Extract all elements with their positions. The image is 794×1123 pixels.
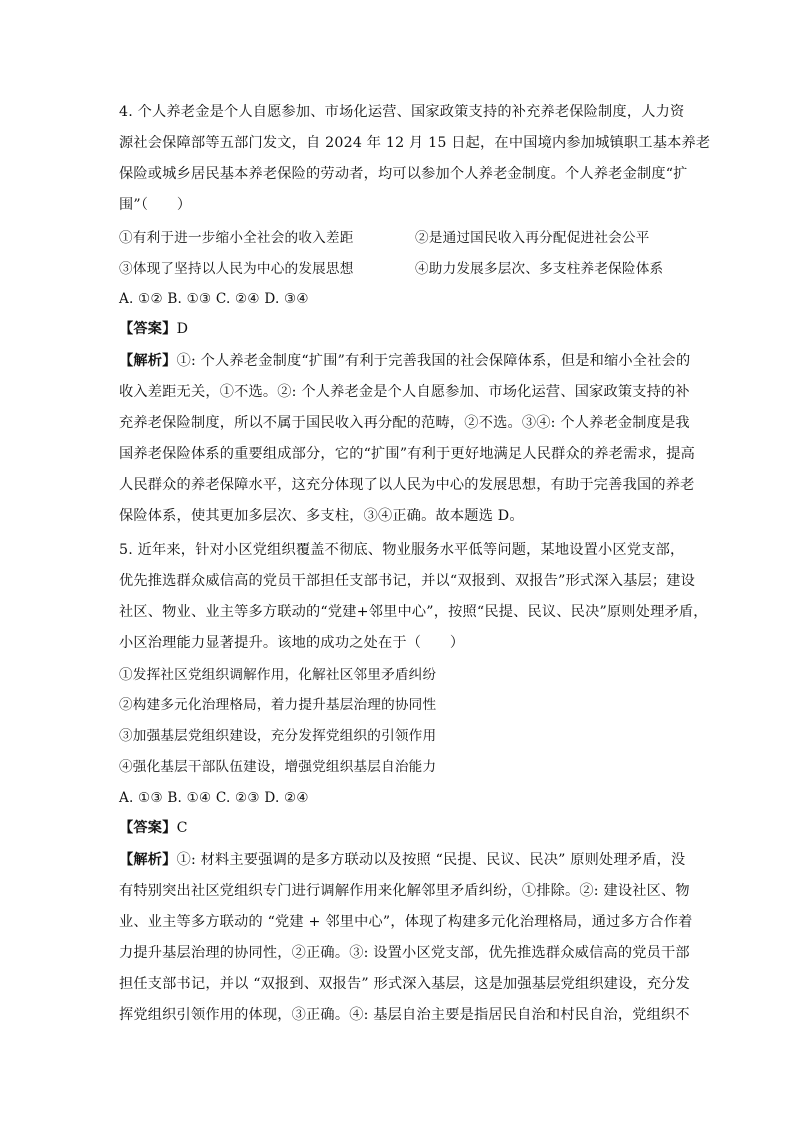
q5-analysis-line-6: 挥党组织引领作用的体现，③正确。④: 基层自治主要是指居民自治和村民自治，党组织不 xyxy=(119,1007,690,1023)
q5-stem-line-2: 优先推选群众威信高的党员干部担任支部书记，并以“双报到、双报告”形式深入基层；建设 xyxy=(119,573,696,589)
q4-analysis-line-6: 保险体系，使其更加多层次、多支柱，③④正确。故本题选 D。 xyxy=(119,508,524,524)
q5-stem-line-4: 小区治理能力显著提升。该地的成功之处在于（ ） xyxy=(119,635,465,651)
q4-answer-tag: 【答案】 xyxy=(119,321,177,337)
q4-answer-value: D xyxy=(176,321,189,337)
q4-stem-line-4: 围”（ ） xyxy=(119,197,192,213)
q5-option-3: ③加强基层党组织建设，充分发挥党组织的引领作用 xyxy=(119,728,437,744)
q5-option-4: ④强化基层干部队伍建设，增强党组织基层自治能力 xyxy=(119,759,437,775)
q4-analysis-line-5: 人民群众的养老保障水平，这充分体现了以人民为中心的发展思想，有助于完善我国的养老 xyxy=(119,477,695,493)
q5-analysis-text-1: ①: 材料主要强调的是多方联动以及按照 “民提、民议、民决” 原则处理矛盾，没 xyxy=(176,852,686,868)
q4-analysis-line-3: 充养老保险制度，所以不属于国民收入再分配的范畴，②不选。③④: 个人养老金制度是我 xyxy=(119,415,690,431)
q5-answer-value: C xyxy=(176,820,188,836)
q5-answer-tag: 【答案】 xyxy=(119,820,177,836)
q4-analysis-line-2: 收入差距无关，①不选。②: 个人养老金是个人自愿参加、市场化运营、国家政策支持的补 xyxy=(119,384,690,400)
q5-stem-line-3: 社区、物业、业主等多方联动的“党建+邻里中心”，按照“民提、民议、民决”原则处理矛盾， xyxy=(119,604,708,620)
q4-stem-line-3: 保险或城乡居民基本养老保险的劳动者，均可以参加个人养老金制度。个人养老金制度“扩 xyxy=(119,166,688,182)
q4-analysis-text-1: ①: 个人养老金制度“扩围”有利于完善我国的社会保障体系，但是和缩小全社会的 xyxy=(176,353,691,369)
q4-option-1: ①有利于进一步缩小全社会的收入差距 xyxy=(119,230,354,246)
q5-choices: A. ①③ B. ①④ C. ②③ D. ②④ xyxy=(119,790,309,806)
q4-option-4: ④助力发展多层次、多支柱养老保险体系 xyxy=(415,261,664,277)
q5-analysis-tag: 【解析】 xyxy=(119,852,177,868)
q4-choices: A. ①② B. ①③ C. ②④ D. ③④ xyxy=(119,291,309,307)
q5-analysis-line-1 xyxy=(119,850,685,870)
q5-answer xyxy=(119,818,188,838)
q4-option-3: ③体现了坚持以人民为中心的发展思想 xyxy=(119,261,354,277)
q4-stem-line-2: 源社会保障部等五部门发文，自 2024 年 12 月 15 日起，在中国境内参加城镇职工基本养老 xyxy=(119,135,711,151)
q4-answer xyxy=(119,319,188,339)
q4-option-2: ②是通过国民收入再分配促进社会公平 xyxy=(415,230,650,246)
q5-analysis-line-2: 有特别突出社区党组织专门进行调解作用来化解邻里矛盾纠纷，①排除。②: 建设社区、物 xyxy=(119,883,690,899)
q5-stem-line-1: 5. 近年来，针对小区党组织覆盖不彻底、物业服务水平低等问题，某地设置小区党支部， xyxy=(119,542,685,558)
q5-analysis-line-4: 力提升基层治理的协同性，②正确。③: 设置小区党支部，优先推选群众威信高的党员干部 xyxy=(119,945,690,961)
q5-analysis-line-3: 业、业主等多方联动的 “党建 + 邻里中心”，体现了构建多元化治理格局，通过多方合作着 xyxy=(119,914,693,930)
q5-analysis-line-5: 担任支部书记，并以 “双报到、双报告” 形式深入基层，这是加强基层党组织建设，充分发 xyxy=(119,976,691,992)
q5-option-1: ①发挥社区党组织调解作用，化解社区邻里矛盾纠纷 xyxy=(119,667,437,683)
q4-analysis-line-4: 国养老保险体系的重要组成部分，它的“扩围”有利于更好地满足人民群众的养老需求，提高 xyxy=(119,446,696,462)
q4-stem-line-1: 4. 个人养老金是个人自愿参加、市场化运营、国家政策支持的补充养老保险制度，人力资 xyxy=(119,104,685,120)
q4-analysis-line-1 xyxy=(119,351,690,371)
q5-option-2: ②构建多元化治理格局，着力提升基层治理的协同性 xyxy=(119,697,437,713)
q4-analysis-tag: 【解析】 xyxy=(119,353,177,369)
